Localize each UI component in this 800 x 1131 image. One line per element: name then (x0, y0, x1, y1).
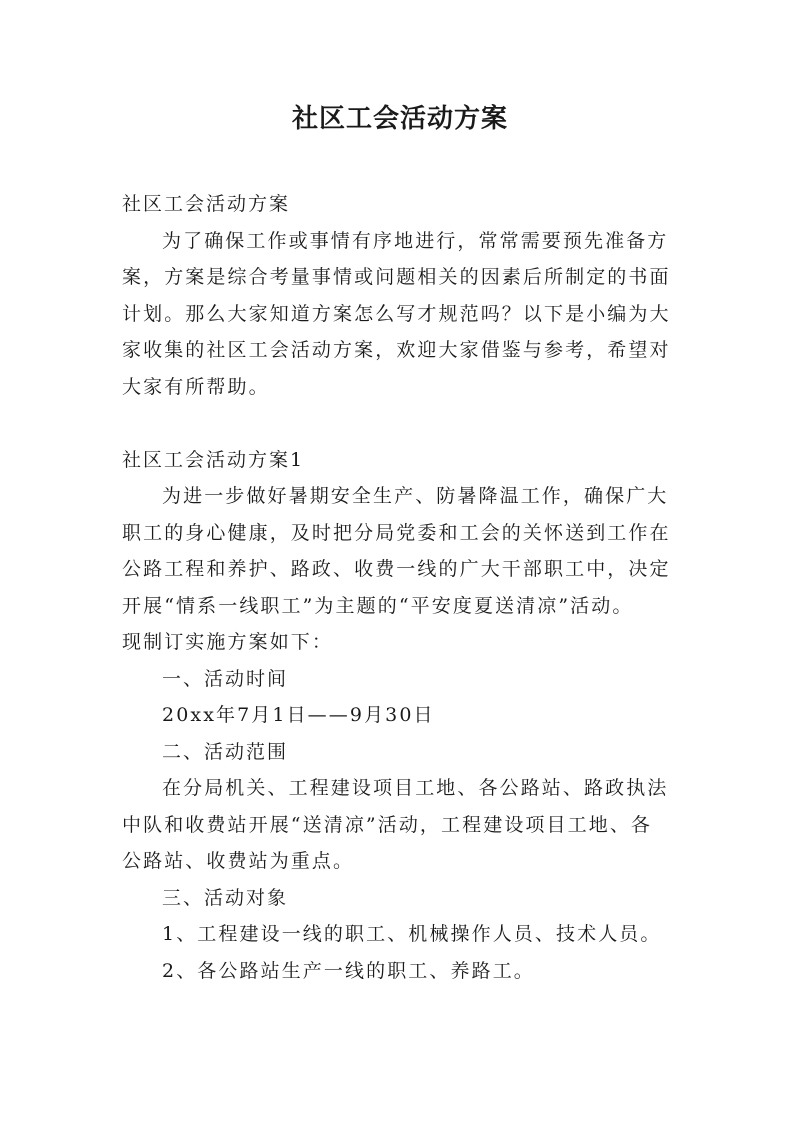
time-heading: 一、活动时间 (162, 667, 289, 690)
target-item-1: 1、工程建设一线的职工、机械操作人员、技术人员。 (162, 923, 662, 945)
section1-heading: 社区工会活动方案1 (122, 448, 305, 471)
intro-line: 为了确保工作或事情有序地进行，常常需要预先准备方 (162, 229, 669, 252)
scope-line: 在分局机关、工程建设项目工地、各公路站、路政执法 (162, 777, 669, 799)
document-body (122, 186, 688, 989)
intro-heading: 社区工会活动方案 (122, 193, 291, 215)
time-value: 20xx年7月1日——9月30日 (162, 704, 435, 726)
intro-line: 案，方案是综合考量事情或问题相关的因素后所制定的书面 (122, 266, 671, 288)
document-title: 社区工会活动方案 (291, 104, 508, 134)
section1-line: 职工的身心健康，及时把分局党委和工会的关怀送到工作在 (122, 521, 671, 544)
intro-line: 大家有所帮助。 (122, 375, 270, 398)
section1-line: 为进一步做好暑期安全生产、防暑降温工作，确保广大 (162, 485, 669, 507)
section1-line: 现制订实施方案如下： (122, 631, 334, 653)
target-item-2: 2、各公路站生产一线的职工、养路工。 (162, 959, 535, 982)
paragraph-gap (122, 405, 688, 442)
section1-line: 公路工程和养护、路政、收费一线的广大干部职工中，决定 (122, 558, 671, 580)
section1-line: 开展“情系一线职工”为主题的“平安度夏送清凉”活动。 (122, 594, 634, 617)
scope-line: 公路站、收费站为重点。 (122, 850, 355, 872)
scope-heading: 二、活动范围 (162, 740, 289, 763)
target-heading: 三、活动对象 (162, 886, 289, 909)
intro-line: 计划。那么大家知道方案怎么写才规范吗？以下是小编为大 (122, 302, 671, 325)
intro-line: 家收集的社区工会活动方案，欢迎大家借鉴与参考，希望对 (122, 339, 671, 361)
scope-line: 中队和收费站开展“送清凉”活动，工程建设项目工地、各 (122, 813, 653, 836)
